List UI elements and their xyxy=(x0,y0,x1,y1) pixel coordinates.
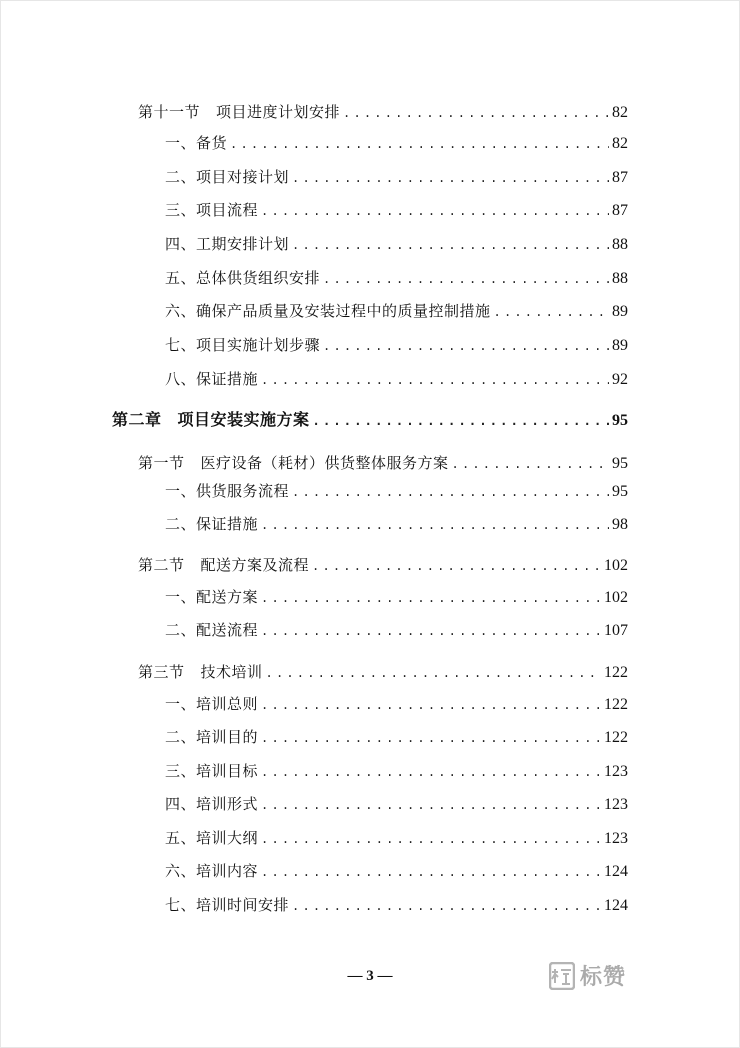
toc-number: 七、 xyxy=(165,336,197,354)
toc-entry-item[interactable] xyxy=(165,618,628,642)
toc-number: 七、 xyxy=(165,896,197,914)
toc-page-number: 123 xyxy=(604,796,628,813)
toc-leader-dots xyxy=(292,894,601,918)
toc-leader-dots xyxy=(323,267,609,291)
toc-number: 第十一节 xyxy=(138,103,201,121)
toc-title: 供货服务流程 xyxy=(196,482,290,500)
toc-entry-section[interactable] xyxy=(138,660,628,684)
toc-entry-item[interactable] xyxy=(165,266,628,290)
toc-leader-dots xyxy=(312,554,601,578)
toc-entry-item[interactable] xyxy=(165,232,628,256)
toc-number: 第二节 xyxy=(138,556,185,574)
toc-title: 保证措施 xyxy=(196,370,259,388)
toc-page-number: 87 xyxy=(612,169,628,186)
watermark xyxy=(548,960,626,991)
toc-title: 确保产品质量及安装过程中的质量控制措施 xyxy=(196,302,491,320)
toc-number: 八、 xyxy=(165,370,197,388)
toc-title: 项目安装实施方案 xyxy=(177,410,310,429)
toc-title: 项目进度计划安排 xyxy=(216,103,341,121)
toc-entry-section[interactable] xyxy=(138,100,628,124)
toc-page-number: 122 xyxy=(604,696,628,713)
toc-page-number: 89 xyxy=(612,303,628,320)
toc-leader-dots xyxy=(261,586,601,610)
toc-number: 第一节 xyxy=(138,454,185,472)
watermark-logo-icon xyxy=(548,961,576,991)
toc-leader-dots xyxy=(292,480,609,504)
toc-number: 四、 xyxy=(165,795,197,813)
toc-entry-item[interactable] xyxy=(165,512,628,536)
toc-leader-dots xyxy=(343,101,609,125)
toc-page-number: 82 xyxy=(612,135,628,152)
toc-title: 技术培训 xyxy=(200,663,263,681)
toc-number: 一、 xyxy=(165,482,197,500)
toc-title: 医疗设备（耗材）供货整体服务方案 xyxy=(200,454,449,472)
toc-number: 第三节 xyxy=(138,663,185,681)
toc-leader-dots xyxy=(292,233,609,257)
toc-title: 培训大纲 xyxy=(196,829,259,847)
toc-title: 备货 xyxy=(196,134,228,152)
toc-number: 一、 xyxy=(165,134,197,152)
toc-page-number: 124 xyxy=(604,897,628,914)
toc-title: 配送流程 xyxy=(196,621,259,639)
toc-leader-dots xyxy=(292,166,609,190)
toc-number: 三、 xyxy=(165,762,197,780)
toc-leader-dots xyxy=(261,199,609,223)
toc-title: 培训时间安排 xyxy=(196,896,290,914)
toc-title: 工期安排计划 xyxy=(196,235,290,253)
toc-page-number: 122 xyxy=(604,664,628,681)
toc-number: 六、 xyxy=(165,302,197,320)
toc-leader-dots xyxy=(261,827,601,851)
toc-page-number: 123 xyxy=(604,763,628,780)
toc-page-number: 102 xyxy=(604,589,628,606)
toc-number: 二、 xyxy=(165,621,197,639)
toc-title: 保证措施 xyxy=(196,515,259,533)
toc-number: 二、 xyxy=(165,168,197,186)
footer-page-number: — 3 — xyxy=(347,968,393,984)
toc-entry-item[interactable] xyxy=(165,367,628,391)
toc-leader-dots xyxy=(261,793,601,817)
toc-title: 培训形式 xyxy=(196,795,259,813)
toc-entry-item[interactable] xyxy=(165,792,628,816)
toc-entry-item[interactable] xyxy=(165,131,628,155)
toc-leader-dots xyxy=(452,452,609,476)
toc-entry-item[interactable] xyxy=(165,165,628,189)
toc-entry-section[interactable] xyxy=(138,451,628,475)
toc-leader-dots xyxy=(323,334,609,358)
toc-entry-item[interactable] xyxy=(165,198,628,222)
toc-leader-dots xyxy=(266,661,601,685)
toc-page-number: 87 xyxy=(612,202,628,219)
toc-entry-item[interactable] xyxy=(165,585,628,609)
toc-leader-dots xyxy=(494,300,609,324)
toc-leader-dots xyxy=(313,409,609,433)
toc-title: 配送方案 xyxy=(196,588,259,606)
toc-page-number: 107 xyxy=(604,622,628,639)
toc-entry-section[interactable] xyxy=(138,553,628,577)
toc-number: 四、 xyxy=(165,235,197,253)
toc-page-number: 95 xyxy=(612,483,628,500)
toc-page-number: 88 xyxy=(612,270,628,287)
toc-entry-item[interactable] xyxy=(165,759,628,783)
toc-page-number: 88 xyxy=(612,236,628,253)
toc-number: 六、 xyxy=(165,862,197,880)
toc-entry-chapter[interactable] xyxy=(112,408,628,432)
toc-title: 培训内容 xyxy=(196,862,259,880)
toc-page-number: 123 xyxy=(604,830,628,847)
toc-title: 项目流程 xyxy=(196,201,259,219)
toc-entry-item[interactable] xyxy=(165,826,628,850)
toc-title: 培训目标 xyxy=(196,762,259,780)
toc-page-number: 124 xyxy=(604,863,628,880)
toc-number: 二、 xyxy=(165,515,197,533)
toc-title: 总体供货组织安排 xyxy=(196,269,321,287)
toc-page-number: 92 xyxy=(612,371,628,388)
toc-number: 五、 xyxy=(165,829,197,847)
toc-title: 项目实施计划步骤 xyxy=(196,336,321,354)
toc-page-number: 95 xyxy=(612,455,628,472)
toc-number: 二、 xyxy=(165,728,197,746)
toc-number: 一、 xyxy=(165,695,197,713)
toc-page-number: 95 xyxy=(612,412,628,429)
toc-page-number: 89 xyxy=(612,337,628,354)
toc-title: 配送方案及流程 xyxy=(200,556,310,574)
toc-title: 培训总则 xyxy=(196,695,259,713)
toc-leader-dots xyxy=(261,513,609,537)
toc-leader-dots xyxy=(261,760,601,784)
toc-leader-dots xyxy=(261,726,601,750)
toc-number: 五、 xyxy=(165,269,197,287)
toc-leader-dots xyxy=(261,368,609,392)
toc-title: 项目对接计划 xyxy=(196,168,290,186)
toc-number: 一、 xyxy=(165,588,197,606)
toc-entry-item[interactable] xyxy=(165,859,628,883)
toc-leader-dots xyxy=(261,619,601,643)
toc-leader-dots xyxy=(230,132,609,156)
toc-number: 第二章 xyxy=(112,410,162,429)
toc-page-number: 98 xyxy=(612,516,628,533)
toc-page-number: 102 xyxy=(604,557,628,574)
toc-number: 三、 xyxy=(165,201,197,219)
toc-entry-item[interactable] xyxy=(165,692,628,716)
toc-leader-dots xyxy=(261,860,601,884)
toc-entry-item[interactable] xyxy=(165,299,628,323)
watermark-text: 标赞 xyxy=(580,965,627,990)
toc-entry-item[interactable] xyxy=(165,893,628,917)
toc-title: 培训目的 xyxy=(196,728,259,746)
toc-entry-item[interactable] xyxy=(165,725,628,749)
toc-leader-dots xyxy=(261,693,601,717)
toc-entry-item[interactable] xyxy=(165,333,628,357)
toc-page-number: 82 xyxy=(612,104,628,121)
toc-entry-item[interactable] xyxy=(165,479,628,503)
toc-page-number: 122 xyxy=(604,729,628,746)
